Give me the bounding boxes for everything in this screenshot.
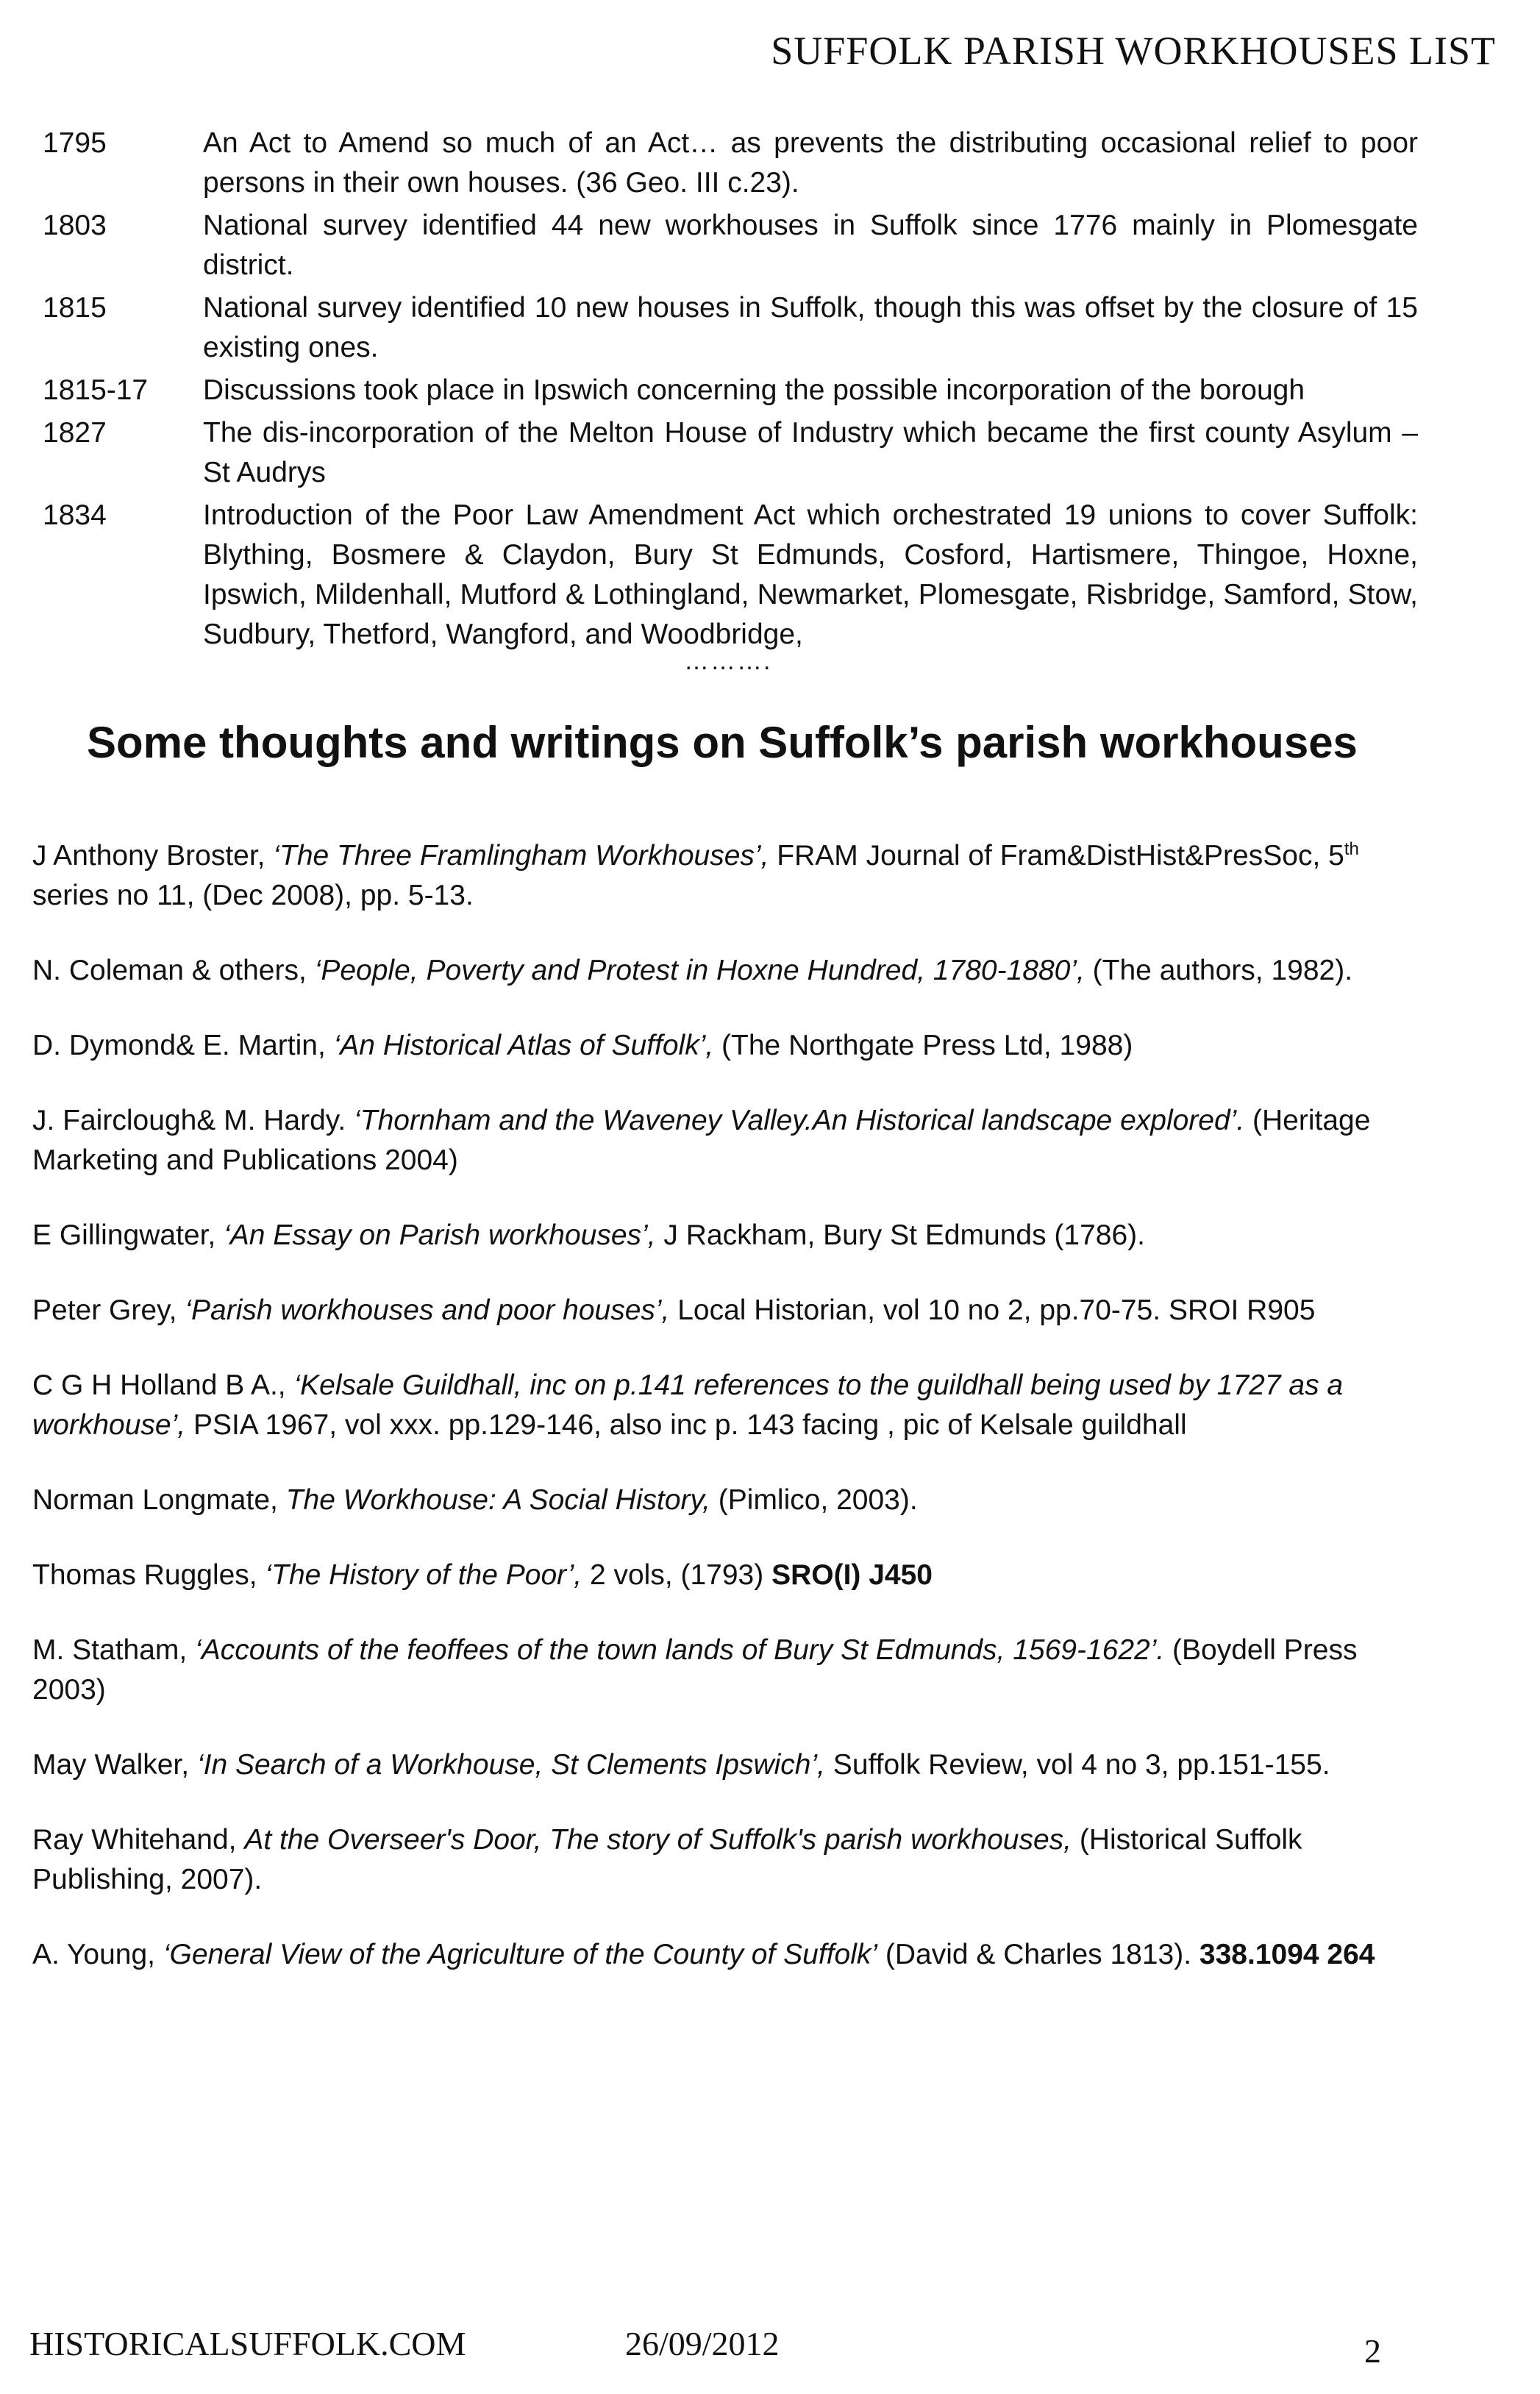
reference-details: (David & Charles 1813). — [877, 1939, 1199, 1970]
timeline-year: 1827 — [43, 417, 107, 449]
timeline-year: 1815 — [43, 292, 107, 324]
timeline-text: Discussions took place in Ipswich concerning the possible incorporation of the borough — [203, 374, 1305, 406]
reference-title: ‘An Essay on Parish workhouses’, — [224, 1219, 656, 1251]
footer-site-name: HISTORICALSUFFOLK.COM — [29, 2325, 466, 2362]
timeline — [43, 124, 1418, 658]
reference-author: J. Fairclough& M. Hardy. — [32, 1105, 354, 1136]
reference-author: Norman Longmate, — [32, 1484, 286, 1516]
reference-item — [32, 830, 1415, 916]
reference-title: ‘An Historical Atlas of Suffolk’, — [333, 1030, 714, 1061]
timeline-text: National survey identified 10 new houses in Suffolk, though this was offset by the closure of 15 existing ones. — [203, 292, 1418, 363]
reference-item — [32, 1556, 1415, 1595]
reference-details-continued: series no 11, (Dec 2008), pp. 5-13. — [32, 880, 474, 911]
timeline-year: 1795 — [43, 127, 107, 159]
timeline-row — [43, 496, 1418, 655]
reference-author: Thomas Ruggles, — [32, 1559, 265, 1591]
reference-author: M. Statham, — [32, 1634, 196, 1666]
timeline-row — [43, 206, 1418, 285]
reference-details: (Heritage Marketing and Publications 2004) — [32, 1105, 1371, 1176]
reference-details: 2 vols, (1793) — [582, 1559, 772, 1591]
reference-author: May Walker, — [32, 1749, 197, 1781]
timeline-year: 1834 — [43, 499, 107, 531]
reference-list — [32, 830, 1415, 2010]
timeline-row — [43, 413, 1418, 493]
reference-title: The Workhouse: A Social History, — [285, 1484, 710, 1516]
reference-details: Local Historian, vol 10 no 2, pp.70-75. SROI R905 — [669, 1294, 1316, 1326]
reference-title: ‘In Search of a Workhouse, St Clements Ipswich’, — [196, 1749, 825, 1781]
reference-details: (Historical Suffolk Publishing, 2007). — [32, 1824, 1302, 1895]
reference-item — [32, 1366, 1415, 1445]
timeline-row — [43, 371, 1418, 410]
timeline-year: 1815-17 — [43, 374, 149, 406]
reference-item — [32, 1481, 1415, 1520]
reference-title: ‘Parish workhouses and poor houses’, — [185, 1294, 670, 1326]
timeline-text: Introduction of the Poor Law Amendment Act which orchestrated 19 unions to cover Suffolk: Blything, Bosmere & Claydon, Bury St Edmunds, Cosford, Hartismere, Thingoe, Hoxne, Ipswich, Mildenhall, Mutford & Lothingland, Newmarket, Plomesgate, Risbridge, Samford, Stow, Sudbury, Thetford, Wangford, and Woodbridge, — [203, 499, 1418, 650]
reference-title: ‘General View of the Agriculture of the County of Suffolk’ — [163, 1939, 878, 1970]
reference-author: J Anthony Broster, — [32, 840, 274, 872]
timeline-text: The dis-incorporation of the Melton House of Industry which became the first county Asylum – St Audrys — [203, 417, 1418, 488]
separator-dots: ………. — [684, 647, 772, 675]
reference-author: N. Coleman & others, — [32, 955, 315, 986]
timeline-text: National survey identified 44 new workhouses in Suffolk since 1776 mainly in Plomesgate district. — [203, 210, 1418, 281]
reference-title: ‘Thornham and the Waveney Valley.An Historical landscape explored’. — [354, 1105, 1245, 1136]
timeline-text: An Act to Amend so much of an Act… as prevents the distributing occasional relief to poor persons in their own houses. (36 Geo. III c.23). — [203, 127, 1418, 199]
reference-details: (The authors, 1982). — [1084, 955, 1353, 986]
reference-title: ‘Kelsale Guildhall, inc on p.141 references to the guildhall being used by 1727 as a workhouse’, — [32, 1369, 1344, 1441]
timeline-row — [43, 124, 1418, 203]
reference-author: D. Dymond& E. Martin, — [32, 1030, 334, 1061]
reference-title: At the Overseer's Door, The story of Suffolk's parish workhouses, — [244, 1824, 1072, 1856]
reference-item — [32, 1935, 1415, 1975]
reference-author: C G H Holland B A., — [32, 1369, 294, 1401]
timeline-row — [43, 288, 1418, 368]
page-footer — [0, 2324, 1540, 2376]
reference-shelfmark: 338.1094 264 — [1199, 1939, 1375, 1970]
reference-item — [32, 1291, 1415, 1330]
section-title: Some thoughts and writings on Suffolk’s parish workhouses — [87, 718, 1358, 767]
reference-item — [32, 1101, 1415, 1180]
reference-item — [32, 1820, 1415, 1900]
reference-title: ‘People, Poverty and Protest in Hoxne Hundred, 1780-1880’, — [314, 955, 1085, 986]
reference-item — [32, 1745, 1415, 1785]
reference-author: E Gillingwater, — [32, 1219, 224, 1251]
page-header-title: SUFFOLK PARISH WORKHOUSES LIST — [771, 29, 1496, 73]
reference-item — [32, 1026, 1415, 1066]
reference-details: (Boydell Press 2003) — [32, 1634, 1358, 1706]
reference-author: A. Young, — [32, 1939, 163, 1970]
footer-date: 26/09/2012 — [625, 2325, 780, 2362]
reference-item — [32, 951, 1415, 991]
reference-item — [32, 1631, 1415, 1710]
reference-author: Peter Grey, — [32, 1294, 185, 1326]
reference-author: Ray Whitehand, — [32, 1824, 245, 1856]
reference-details: FRAM Journal of Fram&DistHist&PresSoc, 5 — [769, 840, 1344, 872]
footer-page-number: 2 — [1364, 2332, 1381, 2370]
reference-item — [32, 1216, 1415, 1255]
timeline-year: 1803 — [43, 210, 107, 241]
reference-shelfmark: SRO(I) J450 — [771, 1559, 933, 1591]
reference-details: (The Northgate Press Ltd, 1988) — [713, 1030, 1133, 1061]
reference-superscript: th — [1344, 839, 1359, 859]
reference-title: ‘The Three Framlingham Workhouses’, — [273, 840, 769, 872]
reference-title: ‘The History of the Poor’, — [265, 1559, 582, 1591]
reference-title: ‘Accounts of the feoffees of the town lands of Bury St Edmunds, 1569-1622’. — [195, 1634, 1165, 1666]
reference-details: PSIA 1967, vol xxx. pp.129-146, also inc p. 143 facing , pic of Kelsale guildhall — [185, 1409, 1187, 1441]
reference-details: (Pimlico, 2003). — [710, 1484, 918, 1516]
reference-details: Suffolk Review, vol 4 no 3, pp.151-155. — [824, 1749, 1330, 1781]
reference-details: J Rackham, Bury St Edmunds (1786). — [655, 1219, 1145, 1251]
